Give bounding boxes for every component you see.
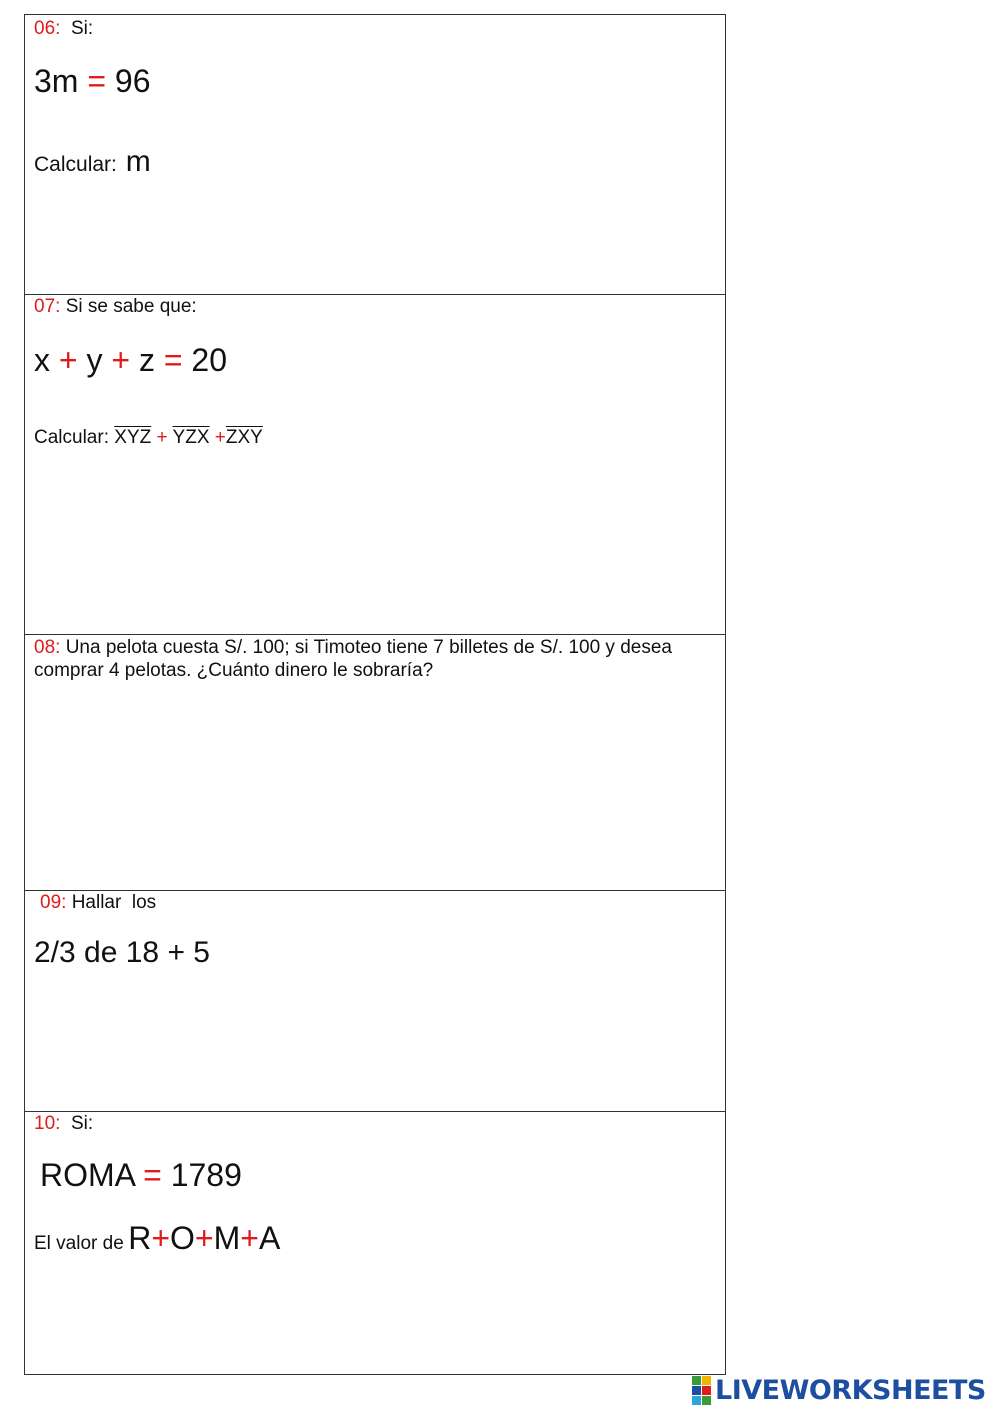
problem-07 [25, 295, 725, 635]
letter: A [258, 1220, 281, 1256]
plus-sign: + [151, 1220, 171, 1256]
equals-sign: = [87, 63, 107, 99]
ask-line [34, 145, 151, 179]
equation-left: ROMA [40, 1157, 135, 1193]
problem-08 [25, 635, 725, 891]
overlined-term: $\overline{XYZ}$ [114, 427, 152, 448]
equation-result: 20 [191, 342, 227, 378]
ask-line [34, 1220, 280, 1257]
problem-intro: Si: [70, 1113, 94, 1134]
equation-right: 1789 [170, 1157, 242, 1193]
plus-sign: + [214, 427, 226, 448]
problem-intro: Hallar los [71, 892, 157, 913]
problem-intro: Si: [70, 18, 94, 39]
problem-header [34, 18, 93, 40]
letter: O [170, 1220, 195, 1256]
term-z: z [138, 342, 155, 378]
problem-number: 08: [34, 637, 61, 658]
problem-intro: Si se sabe que: [65, 296, 197, 317]
ask-label: El valor de [34, 1233, 124, 1254]
problem-number: 09: [40, 892, 67, 913]
problem-header [40, 892, 156, 914]
sum-expression [128, 1220, 280, 1256]
equation-left: 3m [34, 63, 79, 99]
problem-text: Una pelota cuesta S/. 100; si Timoteo tiene 7 billetes de S/. 100 y desea comprar 4 pelotas. ¿Cuánto dinero le sobraría? [34, 637, 672, 681]
equals-sign: = [163, 342, 183, 378]
worksheet [24, 14, 726, 1375]
plus-sign: + [240, 1220, 259, 1256]
term-y: y [86, 342, 103, 378]
plus-sign: + [58, 342, 78, 378]
equation-right: 96 [114, 63, 151, 99]
equation [34, 63, 151, 100]
problem-header [34, 1113, 93, 1135]
expression: 2/3 de 18 + 5 [34, 936, 210, 969]
overlined-term: $\overline{ZXY}$ [225, 427, 263, 448]
problem-number: 07: [34, 296, 61, 317]
ask-label: Calcular: [34, 153, 117, 176]
problem-06 [25, 15, 725, 295]
liveworksheets-grid-icon [692, 1376, 711, 1405]
plus-sign: + [194, 1220, 214, 1256]
plus-sign: + [156, 427, 168, 448]
problem-10 [25, 1112, 725, 1376]
ask-label: Calcular: [34, 427, 109, 448]
liveworksheets-logo [692, 1376, 986, 1404]
problem-09 [25, 891, 725, 1112]
term-x: x [34, 342, 50, 378]
problem-header [34, 296, 197, 318]
ask-line [34, 427, 263, 449]
letter: M [213, 1220, 241, 1256]
logo-text: LIVEWORKSHEETS [715, 1374, 986, 1406]
problem-number: 06: [34, 18, 61, 39]
letter: R [128, 1220, 152, 1256]
ask-value: m [125, 145, 151, 178]
equation [34, 342, 227, 379]
plus-sign: + [111, 342, 131, 378]
equation [40, 1157, 242, 1194]
equals-sign: = [143, 1157, 162, 1193]
problem-number: 10: [34, 1113, 61, 1134]
word-problem [34, 636, 711, 682]
overlined-term: $\overline{YZX}$ [172, 427, 210, 448]
